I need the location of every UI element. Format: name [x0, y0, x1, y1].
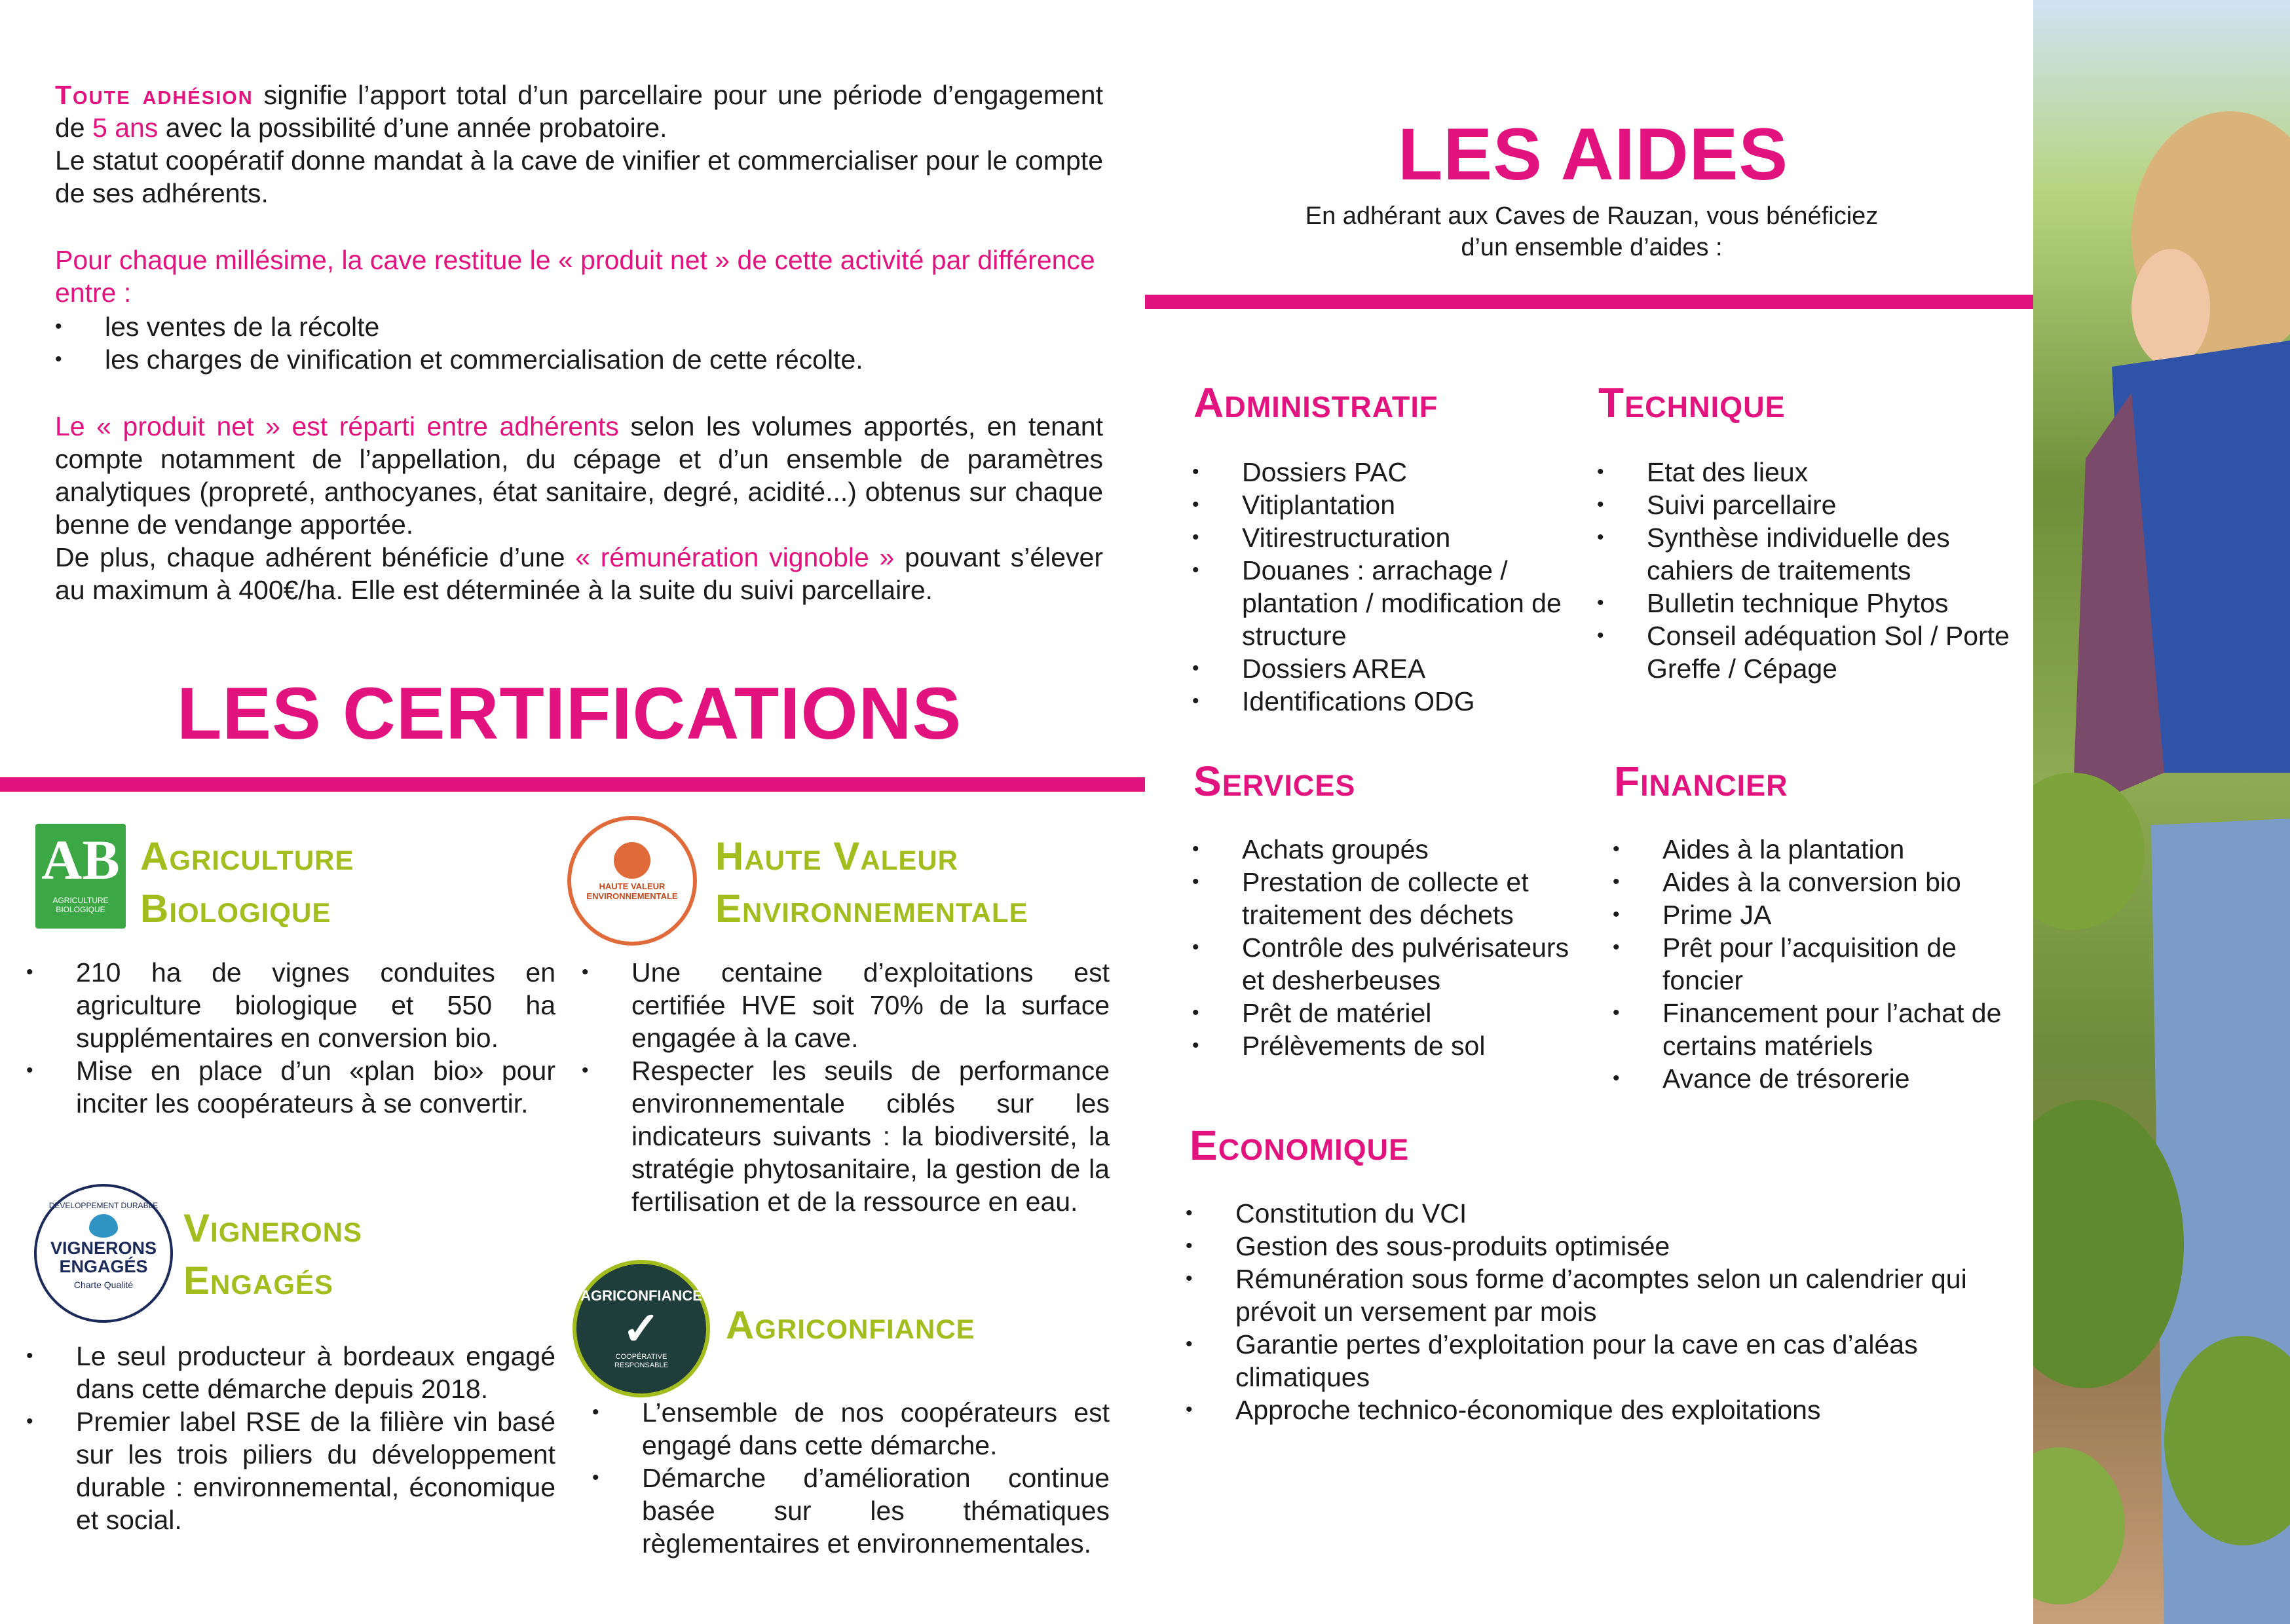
- intro-paragraph-1: [55, 79, 1103, 210]
- list-item: • Démarche d’amélioration continue basée sur les thématiques règlementaires et environnementales.: [592, 1462, 1110, 1560]
- list-item: • Prêt pour l’acquisition de foncier: [1613, 931, 2025, 997]
- intro-paragraph-2: Pour chaque millésime, la cave restitue le « produit net » de cette activité par différence entre :: [55, 245, 1095, 308]
- list-item: • Gestion des sous-produits optimisée: [1186, 1230, 1985, 1263]
- leaf-icon: [89, 1214, 118, 1238]
- intro-lead: Toute adhésion: [55, 80, 253, 110]
- list-item: • Douanes : arrachage / plantation / modification de structure: [1192, 554, 1592, 652]
- heading-line: Engagés: [183, 1259, 334, 1302]
- aides-title: LES AIDES: [1398, 113, 1789, 195]
- list-item: • Suivi parcellaire: [1597, 489, 2016, 521]
- aides-subtitle: [1205, 200, 1978, 263]
- intro-highlight: « rémunération vignoble »: [575, 542, 895, 572]
- list-item: • Achats groupés: [1192, 833, 1598, 866]
- list-item: • Le seul producteur à bordeaux engagé dans cette démarche depuis 2018.: [26, 1340, 555, 1405]
- list-item: • Approche technico-économique des exploitations: [1186, 1393, 1985, 1426]
- hve-bullets: [582, 956, 1110, 1218]
- heading-line: Vignerons: [183, 1206, 363, 1250]
- intro-text: signifie l’apport total d’un parcellaire pour une période d’engagement de: [55, 80, 1103, 143]
- agriconfiance-logo: [572, 1260, 710, 1397]
- vineyard-illustration: [2033, 0, 2290, 1624]
- list-item: • Garantie pertes d’exploitation pour la cave en cas d’aléas climatiques: [1186, 1328, 1985, 1393]
- hve-logo: [567, 816, 697, 946]
- services-heading: Services: [1193, 758, 1356, 805]
- intro-text: De plus, chaque adhérent bénéficie d’une: [55, 542, 576, 572]
- heading-line: Environnementale: [715, 887, 1028, 931]
- list-item: • les charges de vinification et commercialisation de cette récolte.: [55, 343, 1103, 376]
- ab-logo: [35, 824, 126, 929]
- ab-heading: [140, 830, 354, 935]
- list-item: • Aides à la plantation: [1613, 833, 2025, 866]
- list-item: • Premier label RSE de la filière vin basé sur les trois piliers du développement durable : environnemental, économique et social.: [26, 1405, 555, 1536]
- list-item: • Financement pour l’achat de certains matériels: [1613, 997, 2025, 1062]
- list-item: • Prestation de collecte et traitement des déchets: [1192, 866, 1598, 931]
- ab-logo-text: AB: [41, 828, 120, 891]
- hve-logo-text: HAUTE VALEUR ENVIRONNEMENTALE: [586, 881, 678, 901]
- logo-main-text: VIGNERONS: [50, 1238, 157, 1258]
- logo-top-text: DÉVELOPPEMENT DURABLE: [48, 1201, 159, 1210]
- hve-heading: [715, 830, 1028, 935]
- check-icon: ✓: [622, 1303, 661, 1354]
- services-list: [1192, 833, 1598, 1062]
- list-item: • Bulletin technique Phytos: [1597, 587, 2016, 619]
- aides-divider: [1145, 295, 2033, 309]
- agriconfiance-heading: Agriconfiance: [726, 1303, 975, 1347]
- subtitle-line: En adhérant aux Caves de Rauzan, vous bénéficiez: [1305, 202, 1879, 230]
- economique-list: [1186, 1197, 1985, 1426]
- intro-text: Le statut coopératif donne mandat à la cave de vinifier et commercialiser pour le compte de ses adhérents.: [55, 145, 1103, 208]
- intro-text: avec la possibilité d’une année probatoire.: [158, 113, 667, 143]
- list-item: • Prélèvements de sol: [1192, 1029, 1598, 1062]
- vignerons-engages-logo: [34, 1184, 173, 1323]
- agriconfiance-logo-text: AGRICONFIANCE: [580, 1287, 702, 1304]
- list-item: • Dossiers PAC: [1192, 456, 1592, 489]
- vineyard-photo: [2033, 0, 2290, 1624]
- financier-list: [1613, 833, 2025, 1095]
- ve-heading: [183, 1202, 362, 1307]
- list-item: • les ventes de la récolte: [55, 310, 1103, 343]
- list-item: • Contrôle des pulvérisateurs et desherbeuses: [1192, 931, 1598, 997]
- intro-text: pouvant s’élever au maximum à 400€/ha. Elle est déterminée à la suite du suivi parcellaire.: [55, 542, 1104, 605]
- financier-heading: Financier: [1614, 758, 1788, 805]
- list-item: • Respecter les seuils de performance environnementale ciblés sur les indicateurs suivants : la biodiversité, la stratégie phytosanitaire, la gestion de la fertilisation et de la ressource en eau.: [582, 1054, 1110, 1218]
- technique-list: [1597, 456, 2016, 685]
- administratif-list: [1192, 456, 1592, 718]
- list-item: • Synthèse individuelle des cahiers de traitements: [1597, 521, 2016, 587]
- intro-paragraph-3: [55, 410, 1103, 606]
- certifications-title: LES CERTIFICATIONS: [177, 673, 962, 754]
- ab-bullets: [26, 956, 555, 1120]
- certifications-divider: [0, 777, 1145, 792]
- ab-logo-sub: AGRICULTURE BIOLOGIQUE: [52, 896, 109, 914]
- intro-text: selon les volumes apportés, en tenant compte notamment de l’appellation, du cépage et d’un ensemble de paramètres analytiques (propreté, anthocyanes, état sanitaire, degré, acidité...) obtenus sur chaque benne de vendange apportée.: [55, 411, 1103, 540]
- list-item: • Conseil adéquation Sol / Porte Greffe / Cépage: [1597, 619, 2016, 685]
- economique-heading: Economique: [1190, 1122, 1410, 1169]
- list-item: • L’ensemble de nos coopérateurs est engagé dans cette démarche.: [592, 1396, 1110, 1462]
- heading-line: Biologique: [140, 887, 331, 931]
- list-item: • Avance de trésorerie: [1613, 1062, 2025, 1095]
- logo-bottom-text: Charte Qualité: [73, 1280, 134, 1290]
- list-item: • Vitiplantation: [1192, 489, 1592, 521]
- administratif-heading: Administratif: [1193, 379, 1438, 426]
- list-item: • Identifications ODG: [1192, 685, 1592, 718]
- intro-highlight: 5 ans: [92, 113, 159, 143]
- technique-heading: Technique: [1598, 379, 1786, 426]
- list-item: • Une centaine d’exploitations est certifiée HVE soit 70% de la surface engagée à la cave.: [582, 956, 1110, 1054]
- logo-main-text: ENGAGÉS: [59, 1257, 148, 1276]
- list-item: • Constitution du VCI: [1186, 1197, 1985, 1230]
- list-item: • Dossiers AREA: [1192, 652, 1592, 685]
- list-item: • Aides à la conversion bio: [1613, 866, 2025, 898]
- list-item: • Mise en place d’un «plan bio» pour inciter les coopérateurs à se convertir.: [26, 1054, 555, 1120]
- list-item: • Prime JA: [1613, 898, 2025, 931]
- heading-line: Haute Valeur: [715, 834, 959, 878]
- heading-line: Agriculture: [140, 834, 354, 878]
- agriconfiance-logo-sub: COOPÉRATIVE RESPONSABLE: [614, 1353, 668, 1369]
- agriconfiance-bullets: [592, 1396, 1110, 1560]
- intro-lead: Le « produit net » est réparti entre adhérents: [55, 411, 619, 441]
- list-item: • Prêt de matériel: [1192, 997, 1598, 1029]
- list-item: • Etat des lieux: [1597, 456, 2016, 489]
- list-item: • Rémunération sous forme d’acomptes selon un calendrier qui prévoit un versement par mois: [1186, 1263, 1985, 1328]
- sun-icon: [614, 842, 650, 879]
- list-item: • 210 ha de vignes conduites en agriculture biologique et 550 ha supplémentaires en conversion bio.: [26, 956, 555, 1054]
- intro-bullets: [55, 310, 1103, 376]
- list-item: • Vitirestructuration: [1192, 521, 1592, 554]
- subtitle-line: d’un ensemble d’aides :: [1461, 234, 1723, 261]
- ve-bullets: [26, 1340, 555, 1536]
